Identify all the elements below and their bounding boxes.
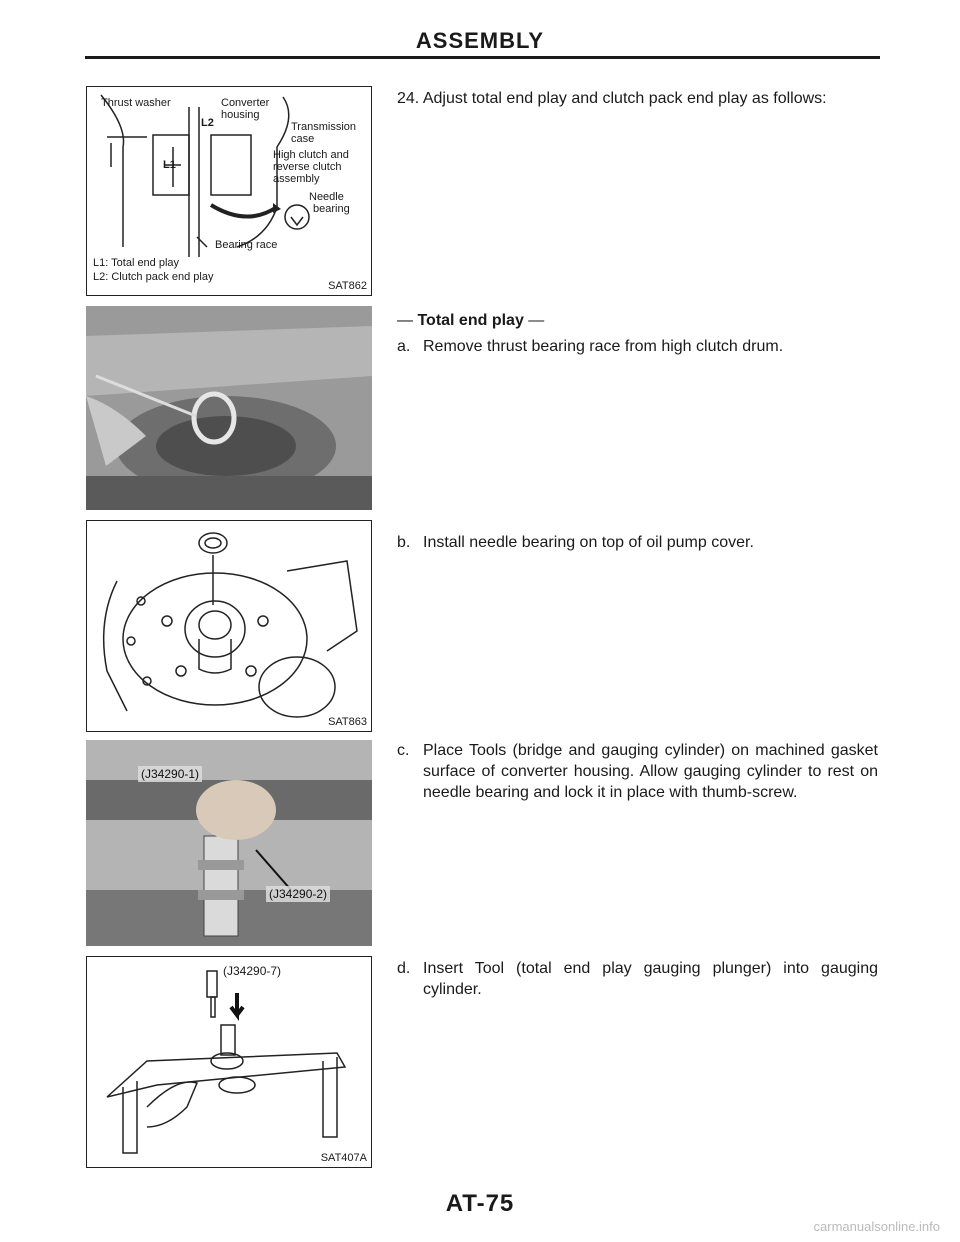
section-total-end-play <box>397 312 544 330</box>
figure-oil-pump-cover <box>86 520 372 732</box>
photo-drawing <box>86 740 372 946</box>
legend-l2: L2: Clutch pack end play <box>93 271 214 283</box>
figure-code: SAT407A <box>320 1152 367 1164</box>
step-24 <box>397 88 882 109</box>
section-title: Total end play <box>417 312 524 329</box>
step-b-label: b. <box>397 534 411 551</box>
label-transmission-case-2: case <box>291 133 315 145</box>
label-converter-housing-1: Converter <box>221 97 270 109</box>
step-a <box>397 336 882 357</box>
step-d-text: Insert Tool (total end play gauging plunger) into gauging cylinder. <box>423 960 878 998</box>
label-high-clutch-1: High clutch and <box>273 149 349 161</box>
callout-j34290-1: (J34290-1) <box>138 766 202 782</box>
label-needle-bearing-1: Needle <box>309 191 344 203</box>
label-l1-mark: L1 <box>163 159 176 171</box>
label-high-clutch-3: assembly <box>273 173 320 185</box>
step-24-text: Adjust total end play and clutch pack end play as follows: <box>422 90 827 107</box>
step-b <box>397 532 882 553</box>
photo-thrust-bearing-race <box>86 306 372 510</box>
photo-bridge-gauging-cylinder <box>86 740 372 946</box>
photo-drawing <box>86 306 372 510</box>
figure-gauging-plunger <box>86 956 372 1168</box>
legend-l1: L1: Total end play <box>93 257 180 269</box>
section-dash-open: — <box>397 312 413 329</box>
figure-code: SAT862 <box>328 280 367 292</box>
step-d-label: d. <box>397 960 411 977</box>
step-c-text: Place Tools (bridge and gauging cylinder) on machined gasket surface of converter housing. Allow gauging cylinder to rest on needle bearing and lock it in place with thumb-screw. <box>423 742 878 801</box>
step-c-label: c. <box>397 742 410 759</box>
label-transmission-case-1: Transmission <box>291 121 356 133</box>
callout-j34290-2: (J34290-2) <box>266 886 330 902</box>
header-rule <box>85 56 880 59</box>
label-needle-bearing-2: bearing <box>313 203 350 215</box>
step-c <box>397 740 882 803</box>
figure-end-play-diagram <box>86 86 372 296</box>
plunger-drawing <box>87 957 371 1167</box>
section-dash-close: — <box>528 312 545 329</box>
label-thrust-washer: Thrust washer <box>101 97 171 109</box>
label-converter-housing-2: housing <box>221 109 260 121</box>
page-title: ASSEMBLY <box>415 28 545 53</box>
watermark-text: carmanualsonline.info <box>813 1219 940 1234</box>
step-d <box>397 958 882 1000</box>
figure-code: SAT863 <box>328 716 367 728</box>
step-a-label: a. <box>397 338 411 355</box>
step-b-text: Install needle bearing on top of oil pump cover. <box>423 534 754 551</box>
step-a-text: Remove thrust bearing race from high clutch drum. <box>423 338 784 355</box>
page-number: AT-75 <box>445 1190 515 1217</box>
step-24-number: 24. <box>397 90 420 107</box>
label-l2-mark: L2 <box>201 117 214 129</box>
pump-cover-drawing <box>87 521 371 731</box>
callout-j34290-7: (J34290-7) <box>223 964 282 978</box>
label-bearing-race: Bearing race <box>215 239 278 251</box>
label-high-clutch-2: reverse clutch <box>273 161 342 173</box>
